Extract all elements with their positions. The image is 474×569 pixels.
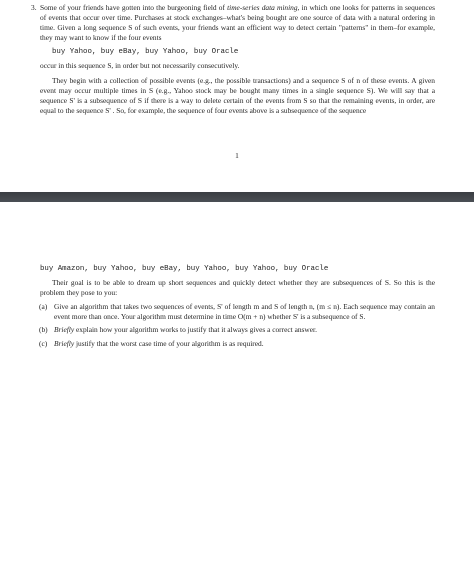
page-1 — [0, 0, 474, 192]
page-number: 1 — [235, 151, 239, 160]
page-divider — [0, 192, 474, 202]
page-2-content — [40, 264, 435, 352]
intro-text-1: Some of your friends have gotten into the burgeoning field of — [40, 3, 228, 12]
part-label: (c) — [39, 338, 48, 348]
after-code-text: occur in this sequence S, in order but not necessarily consecutively. — [40, 61, 240, 71]
part-label: (a) — [39, 302, 48, 312]
goal-paragraph: Their goal is to be able to dream up short sequences and quickly detect whether they are subsequences of S. So this is the problem they pose to you: — [40, 278, 435, 298]
part-emphasis: Briefly — [54, 338, 75, 348]
part-emphasis: Briefly — [54, 325, 75, 335]
part-text: justify that the worst case time of your algorithm is as required. — [74, 338, 264, 348]
problem-intro — [31, 3, 435, 43]
part-b — [39, 325, 435, 335]
intro-term: time-series data mining — [227, 3, 298, 12]
part-label: (b) — [39, 325, 48, 335]
part-c — [39, 338, 435, 349]
part-text: Give an algorithm that takes two sequences of events, S' of length m and S of length n, (m ≤ n). Each sequence may contain an event more than once. Your algorithm must determine in time O(m + n) whether S' is a subsequence of S. — [54, 302, 435, 322]
intro-text-2: , in which one looks for patterns in sequences of events that occur over time. Purchases at stock exchanges–what's being bought are one source of data with a natural ordering in time. Given a long sequence S of such events, your friends want an efficient way to detect certain "patterns" in them–for example, they may want to know if the four events — [40, 3, 435, 43]
page-1-content — [31, 3, 435, 116]
part-text: explain how your algorithm works to justify that it always gives a correct answer. — [74, 325, 317, 335]
page-2 — [0, 202, 474, 569]
problem-number: 3. — [31, 3, 37, 12]
example-sequence-2: buy Amazon, buy Yahoo, buy eBay, buy Yahoo, buy Yahoo, buy Oracle — [40, 265, 329, 273]
part-a — [39, 302, 435, 322]
problem-parts — [40, 302, 435, 348]
example-sequence-1: buy Yahoo, buy eBay, buy Yahoo, buy Oracle — [52, 48, 239, 57]
definition-paragraph: They begin with a collection of possible events (e.g., the possible transactions) and a sequence S of n of these events. A given event may occur multiple times in S (e.g., Yahoo stock may be bought many times in a single sequence S). We will say that a sequence S' is a subsequence of S if there is a way to delete certain of the events from S so that the remaining events, in order, are equal to the sequence S' . So, for example, the sequence of four events above is a subsequence of the sequence — [40, 75, 435, 115]
